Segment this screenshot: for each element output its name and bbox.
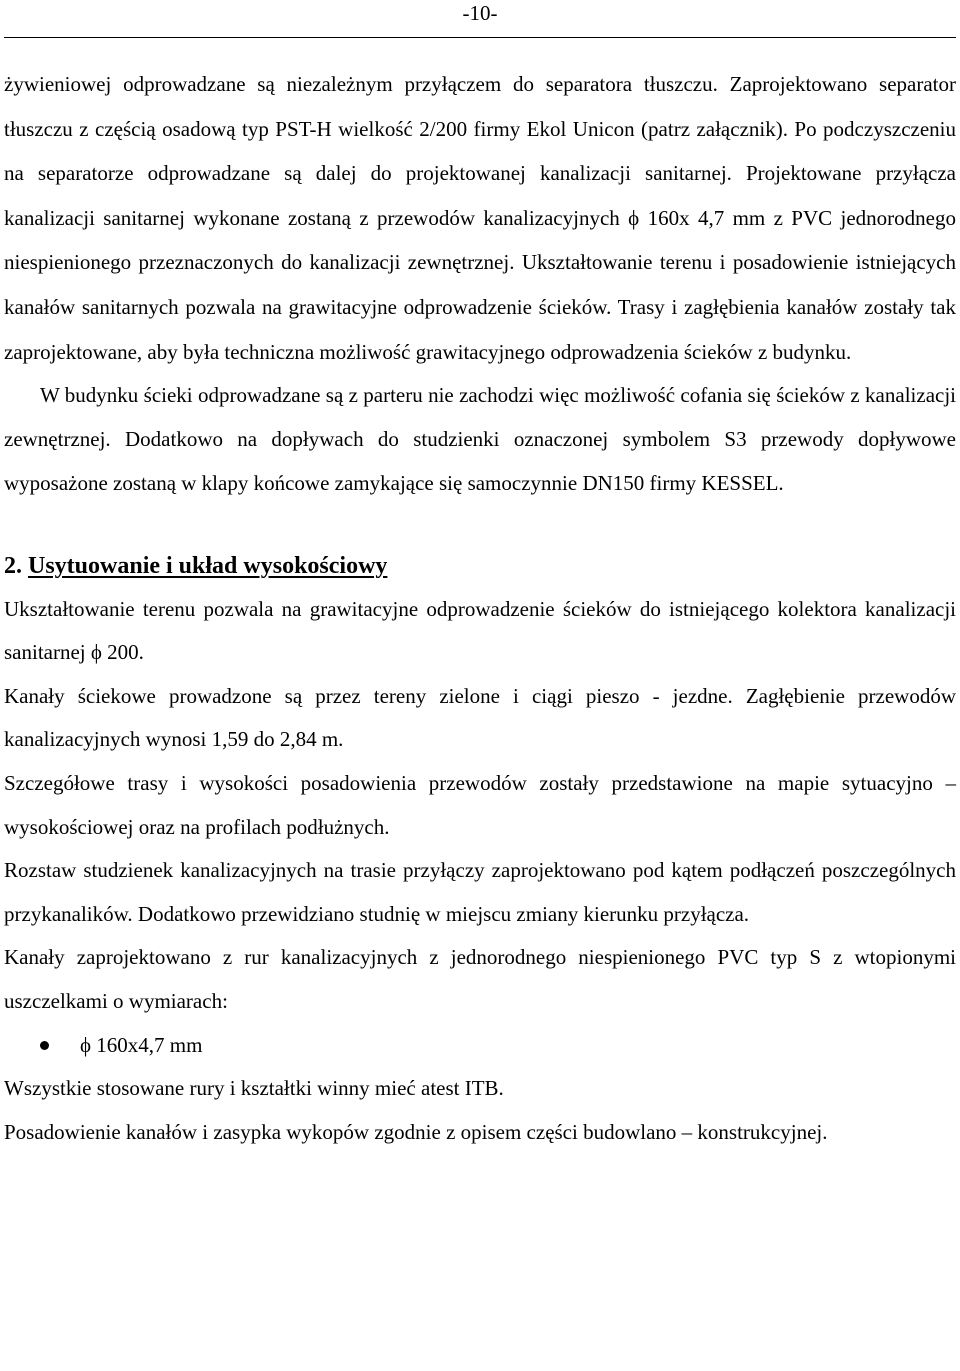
header-divider (4, 37, 956, 38)
paragraph-routes: Szczegółowe trasy i wysokości posadowienia przewodów zostały przedstawione na mapie sytuacyjno – wysokościowej oraz na profilach podłużnych. (4, 770, 956, 839)
paragraph-separator: żywieniowej odprowadzane są niezależnym przyłączem do separatora tłuszczu. Zaprojektowano separator tłuszczu z częścią osadową typ PST-H wielkość 2/200 firmy Ekol Unicon (patrz załącznik). Po podczyszczeniu na separatorze odprowadzane są dalej do projektowanej kanalizacji sanitarnej. Projektowane przyłącza kanalizacji sanitarnej wykonane zostaną z przewodów kanalizacyjnych ϕ 160x 4,7 mm z PVC jednorodnego niespienionego przeznaczonych do kanalizacji zewnętrznej. Ukształtowanie terenu i posadowienie istniejących kanałów sanitarnych pozwala na grawitacyjne odprowadzenie ścieków. Trasy i zagłębienia kanałów zostały tak zaprojektowane, aby była techniczna możliwość grawitacyjnego odprowadzenia ścieków z budynku. (4, 72, 956, 364)
paragraph-channels-depth: Kanały ściekowe prowadzone są przez tereny zielone i ciągi pieszo - jezdne. Zagłębienie przewodów kanalizacyjnych wynosi 1,59 do 2,84 m. (4, 683, 956, 752)
list-item (4, 1023, 956, 1067)
section-heading (4, 544, 956, 588)
section-number: 2. (4, 552, 22, 579)
paragraph-certificate: Wszystkie stosowane rury i kształtki winny mieć atest ITB. (4, 1076, 504, 1101)
bullet-icon (40, 1041, 49, 1050)
section-title: Usytuowanie i układ wysokościowy (28, 552, 388, 579)
page-number: -10- (462, 1, 498, 25)
pipe-dimension: ϕ 160x4,7 mm (80, 1032, 203, 1057)
paragraph-pipe-material: Kanały zaprojektowano z rur kanalizacyjnych z jednorodnego niespienionego PVC typ S z wtopionymi uszczelkami o wymiarach: (4, 945, 956, 1013)
paragraph-manholes: Rozstaw studzienek kanalizacyjnych na trasie przyłączy zaprojektowano pod kątem podłączeń poszczególnych przykanalików. Dodatkowo przewidziano studnię w miejscu zmiany kierunku przyłącza. (4, 858, 956, 926)
document-body (4, 62, 956, 1155)
paragraph-backflow-valves: W budynku ścieki odprowadzane są z parteru nie zachodzi więc możliwość cofania się ścieków z kanalizacji zewnętrznej. Dodatkowo na dopływach do studzienki oznaczonej symbolem S3 przewody dopływowe wyposażone zostaną w klapy końcowe zamykające się samoczynnie DN150 firmy KESSEL. (4, 383, 956, 495)
paragraph-terrain: Ukształtowanie terenu pozwala na grawitacyjne odprowadzenie ścieków do istniejącego kolektora kanalizacji sanitarnej ϕ 200. (4, 596, 956, 665)
paragraph-foundation: Posadowienie kanałów i zasypka wykopów zgodnie z opisem części budowlano – konstrukcyjnej. (4, 1120, 828, 1145)
